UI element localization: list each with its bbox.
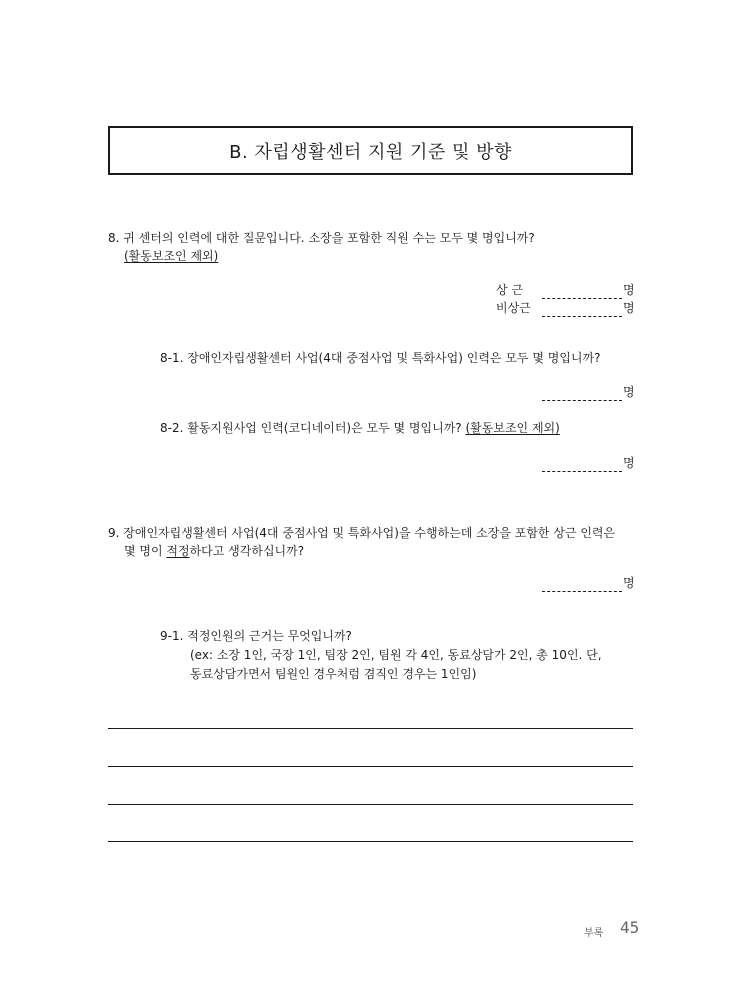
question-9-text: 9. 장애인자립생활센터 사업(4대 중점사업 및 특화사업)을 수행하는데 소장을 포함한 상근 인력은 [108,526,616,540]
answer-line-3[interactable] [108,804,633,805]
question-8-1-text: 8-1. 장애인자립생활센터 사업(4대 중점사업 및 특화사업) 인력은 모두 몇 명입니까? [160,351,601,365]
footer-page-number: 45 [620,918,640,937]
answer-unit-fulltime: 명 [623,283,635,297]
answer-blank-parttime[interactable] [542,305,622,317]
answer-unit-9: 명 [623,576,635,590]
answer-blank-8-1[interactable] [542,389,622,401]
answer-row-8-2 [542,454,635,472]
question-8-2 [160,418,560,438]
question-8-2-note: (활동보조인 제외) [465,421,560,435]
footer-appendix-label: 부록 [584,928,604,939]
section-title-box [108,126,633,175]
question-9-line2 [124,541,304,561]
answer-unit-8-1: 명 [623,385,635,399]
answer-line-4[interactable] [108,841,633,842]
answer-blank-8-2[interactable] [542,460,622,472]
answer-label-fulltime: 상 근 [496,283,523,297]
question-8-text: 8. 귀 센터의 인력에 대한 질문입니다. 소장을 포함한 직원 수는 모두 몇 명입니까? [108,231,535,245]
answer-row-parttime [496,299,635,317]
question-8-2-text: 8-2. 활동지원사업 인력(코디네이터)은 모두 몇 명입니까? [160,421,462,435]
section-title: B. 자립생활센터 지원 기준 및 방향 [229,141,512,163]
answer-label-parttime: 비상근 [496,301,531,315]
answer-blank-fulltime[interactable] [542,287,622,299]
answer-row-fulltime [496,281,635,299]
answer-line-2[interactable] [108,766,633,767]
question-9-line2-pre: 몇 명이 [124,544,167,558]
answer-row-9 [542,574,635,592]
answer-line-1[interactable] [108,728,633,729]
question-8-note [124,246,218,266]
question-9-1-example-cont: 동료상담가면서 팀원인 경우처럼 겸직인 경우는 1인임) [190,667,477,681]
answer-row-8-1 [542,383,635,401]
question-9-line2-underlined: 적정 [166,544,190,558]
answer-blank-9[interactable] [542,580,622,592]
answer-unit-8-2: 명 [623,456,635,470]
question-9-1-text: 9-1. 적정인원의 근거는 무엇입니까? [160,629,352,643]
answer-unit-parttime: 명 [623,301,635,315]
question-9-line2-post: 하다고 생각하십니까? [189,544,305,558]
question-8-note-text: (활동보조인 제외) [124,249,219,263]
question-9-1-example: (ex: 소장 1인, 국장 1인, 팀장 2인, 팀원 각 4인, 동료상담가 2인, 총 10인. 단, [190,648,602,662]
